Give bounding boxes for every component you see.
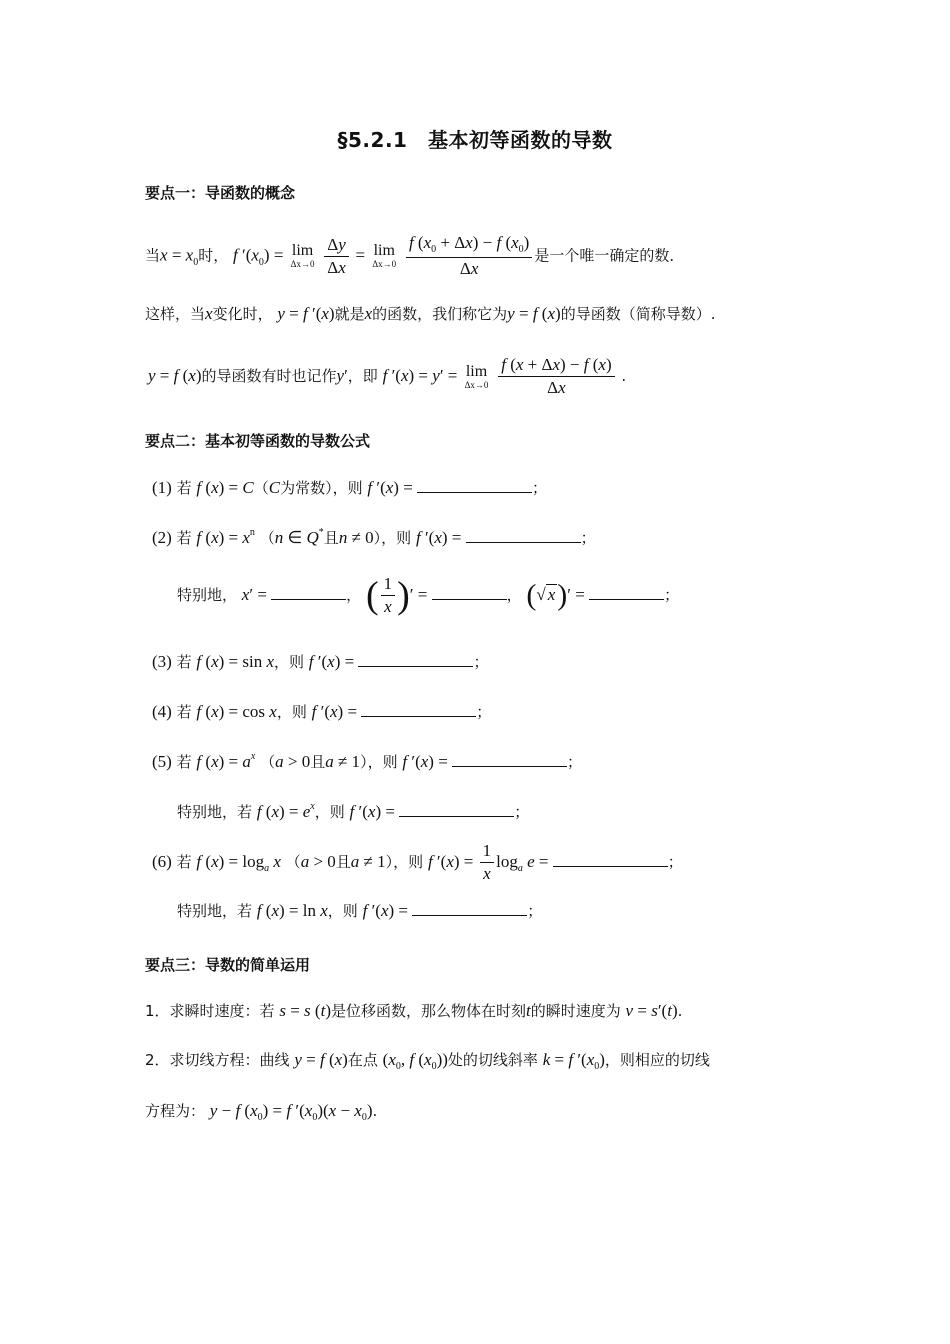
- answer-blank[interactable]: [432, 585, 507, 600]
- answer-blank[interactable]: [417, 478, 532, 493]
- answer-blank[interactable]: [399, 802, 514, 817]
- section-heading-2: 要点二：基本初等函数的导数公式: [145, 432, 371, 450]
- page-title: §5.2.1 基本初等函数的导数: [337, 128, 613, 152]
- answer-blank[interactable]: [412, 901, 527, 916]
- section-heading-3: 要点三：导数的简单运用: [145, 956, 311, 974]
- formula-2-special: 特别地， x′ = ， ( $\frac{1}{x}$ )′ = ， (√ x)′ = ；: [177, 574, 680, 617]
- formula-2: (2) 若 f $(x) = x^n$ （n ∈ Q*且n ≠ 0），则 f ′(x) = ；: [152, 527, 596, 547]
- application-2: 2．求切线方程：曲线 y = f (x)在点 ($x_0$, f $(x_0)$)处的切线斜率 k = f $'(x_0)$，则相应的切线: [145, 1050, 710, 1072]
- application-2-cont: 方程为： y − f $(x_0) = f$ $'(x_0)(x - x_0)$.: [145, 1101, 378, 1123]
- derivative-definition-line: 当$x = x_0$时， f $'(x_0)$ = lim Δx→0 $\frac{\Delta y}{\Delta x}$ = lim Δx→0 $\frac{f (x_0 + \Delta x) - f (x_0)}{\Delta x}$ 是一个唯一确定的数．: [145, 233, 685, 278]
- formula-6: (6) 若 f $(x) = \log_a x$ （a > 0且a ≠ 1），则 f ′(x) = $\frac{1}{x}$ $\log_a e$ = ；: [152, 841, 683, 883]
- formula-3: (3) 若 f (x) = sin x，则 f ′(x) = ；: [152, 652, 489, 671]
- formula-1: (1) 若 f (x) = C（C为常数），则 f ′(x) = ；: [152, 478, 548, 497]
- answer-blank[interactable]: [466, 528, 581, 543]
- answer-blank[interactable]: [589, 585, 664, 600]
- application-1: 1．求瞬时速度：若 s = s (t)是位移函数，那么物体在时刻t的瞬时速度为 v = s′(t).: [145, 1001, 683, 1020]
- derivative-function-line: 这样，当x变化时， y = f ′(x)就是x的函数，我们称它为y = f (x)的导函数（简称导数）.: [145, 304, 716, 323]
- answer-blank[interactable]: [358, 652, 473, 667]
- derivative-notation-line: y = f (x)的导函数有时也记作y′，即 f ′(x) = y′ = lim Δx→0 $\frac{f (x + \Delta x) - f (x)}{\Delta x}$ .: [148, 355, 627, 397]
- formula-4: (4) 若 f (x) = cos x，则 f ′(x) = ；: [152, 702, 492, 721]
- section-heading-1: 要点一：导函数的概念: [145, 184, 296, 202]
- answer-blank[interactable]: [553, 852, 668, 867]
- answer-blank[interactable]: [361, 702, 476, 717]
- answer-blank[interactable]: [271, 585, 346, 600]
- formula-5: (5) 若 f $(x) = a^x$ （a > 0且a ≠ 1），则 f ′(x) = ；: [152, 751, 583, 771]
- formula-5-special: 特别地，若 f $(x) = e^x$，则 f ′(x) = ；: [177, 801, 530, 821]
- formula-6-special: 特别地，若 f (x) = ln x，则 f ′(x) = ；: [177, 901, 543, 920]
- answer-blank[interactable]: [452, 752, 567, 767]
